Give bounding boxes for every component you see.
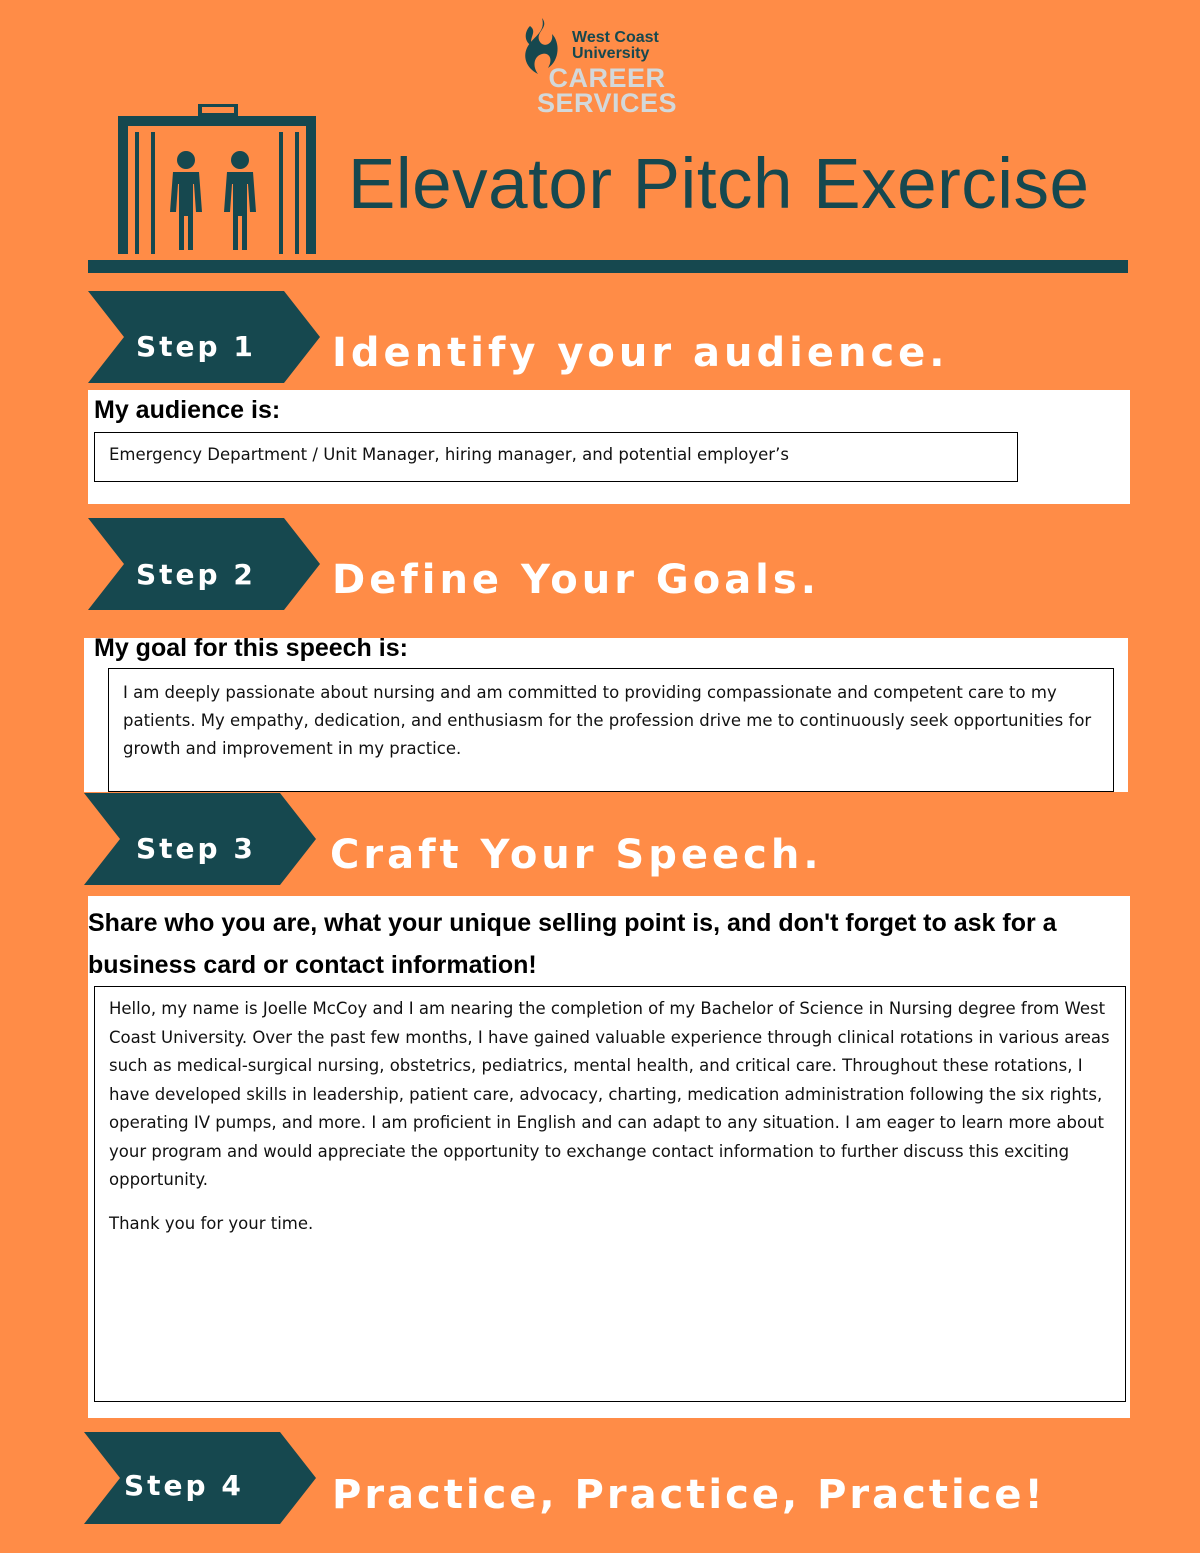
speech-field[interactable] [94,986,1126,1402]
speech-closing: Thank you for your time. [109,1213,314,1233]
title-divider [88,260,1128,273]
step-2-label: Step 2 [136,558,256,591]
step-1-label: Step 1 [136,330,256,363]
logo-text-west-coast: West Coast [572,29,659,46]
speech-text: Hello, my name is Joelle McCoy and I am nearing the completion of my Bachelor of Science in Nursing degree from West Coast University. Over the past few months, I have gained valuable experience through clinical rotations in various areas such as medical-surgical nursing, obstetrics, pediatrics, mental health, and critical care. Throughout these rotations, I have developed skills in leadership, patient care, advocacy, charting, medication administration following the six rights, operating IV pumps, and more. I am proficient in English and can adapt to any situation. I am eager to learn more about your program and would appreciate the opportunity to exchange contact information to further discuss this exciting opportunity. [109,999,1110,1189]
step-2-heading: Define Your Goals. [332,557,820,603]
goal-field[interactable] [108,668,1114,792]
step-3-heading: Craft Your Speech. [330,832,823,878]
logo-text-services: SERVICES [536,88,678,118]
step-3-label: Step 3 [136,832,256,865]
step-3-panel [88,896,1130,1418]
audience-text: Emergency Department / Unit Manager, hiring manager, and potential employer’s [109,445,789,464]
step-4-heading: Practice, Practice, Practice! [332,1472,1046,1518]
audience-label: My audience is: [94,396,281,424]
step-2-panel [84,634,1128,792]
logo-text-university: University [572,45,650,62]
speech-prompt: Share who you are, what your unique selling point is, and don't forget to ask for a business card or contact information! [88,909,1057,979]
step-4-label: Step 4 [124,1469,244,1502]
page-title: Elevator Pitch Exercise [348,145,1090,224]
logo-text-career: CAREER [548,63,666,93]
goal-text: I am deeply passionate about nursing and am committed to providing compassionate and competent care to my patients. My empathy, dedication, and enthusiasm for the profession drive me to continuously seek opportunities for growth and improvement in my practice. [123,683,1092,758]
goal-label: My goal for this speech is: [94,634,408,662]
audience-field[interactable] [94,432,1018,482]
step-1-heading: Identify your audience. [332,330,949,376]
wcu-career-services-logo [520,14,710,124]
elevator-people-icon [118,104,316,254]
step-1-panel [88,390,1130,504]
